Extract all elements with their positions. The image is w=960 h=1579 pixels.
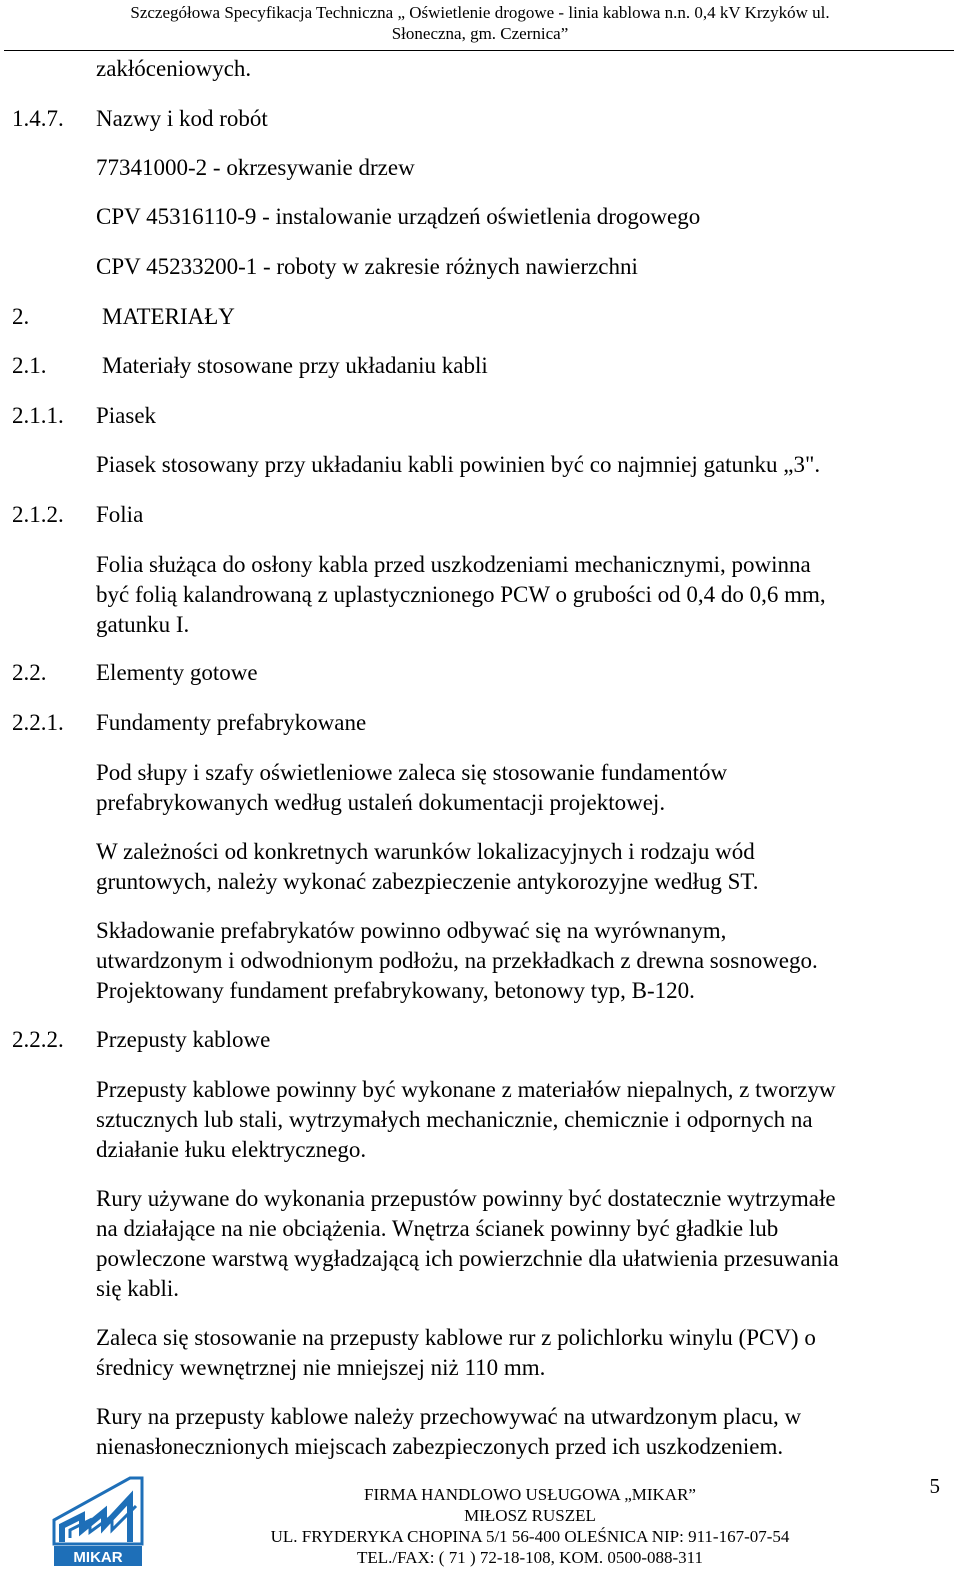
code-line-1: 77341000-2 - okrzesywanie drzew: [96, 155, 415, 180]
text-line: Zaleca się stosowanie na przepusty kablowe rur z polichlorku winylu (PCV) o: [96, 1325, 816, 1350]
section-title-2-2-1: Fundamenty prefabrykowane: [96, 710, 367, 735]
text-line: średnicy wewnętrznej nie mniejszej niż 110 mm.: [96, 1355, 546, 1380]
paragraph-przepusty-2: [96, 1184, 936, 1304]
section-number-2: 2.: [12, 304, 30, 329]
header-line-1: Szczegółowa Specyfikacja Techniczna „ Oświetlenie drogowe - linia kablowa n.n. 0,4 kV Krzyków ul.: [130, 3, 830, 22]
section-number-1-4-7: 1.4.7.: [12, 106, 64, 131]
text-line: Składowanie prefabrykatów powinno odbywać się na wyrównanym,: [96, 918, 727, 943]
paragraph-fundamenty-1: [96, 758, 936, 818]
header-rule: [4, 50, 954, 51]
footer-company: FIRMA HANDLOWO USŁUGOWA „MIKAR”: [364, 1485, 696, 1504]
text-line: W zależności od konkretnych warunków lokalizacyjnych i rodzaju wód: [96, 839, 755, 864]
text-line: prefabrykowanych według ustaleń dokumentacji projektowej.: [96, 790, 666, 815]
paragraph-fundamenty-2: [96, 837, 936, 897]
page-footer: [200, 1484, 860, 1568]
code-line-2: CPV 45316110-9 - instalowanie urządzeń oświetlenia drogowego: [96, 204, 701, 229]
continued-text: zakłóceniowych.: [96, 56, 252, 81]
text-line: Pod słupy i szafy oświetleniowe zaleca się stosowanie fundamentów: [96, 760, 728, 785]
text-line: Projektowany fundament prefabrykowany, betonowy typ, B-120.: [96, 978, 695, 1003]
text-line: być folią kalandrowaną z uplastycznionego PCW o grubości od 0,4 do 0,6 mm,: [96, 582, 826, 607]
paragraph-przepusty-3: [96, 1323, 936, 1383]
section-number-2-2-2: 2.2.2.: [12, 1027, 64, 1052]
text-line: działanie łuku elektrycznego.: [96, 1137, 367, 1162]
footer-owner: MIŁOSZ RUSZEL: [464, 1506, 596, 1525]
paragraph-przepusty-4: [96, 1402, 936, 1462]
text-line: utwardzonym i odwodnionym podłożu, na przekładkach z drewna sosnowego.: [96, 948, 818, 973]
text-line: nienasłonecznionych miejscach zabezpieczonych przed ich uszkodzeniem.: [96, 1434, 784, 1459]
text-line: na działające na nie obciążenia. Wnętrza ścianek powinny być gładkie lub: [96, 1216, 779, 1241]
paragraph-folia: [96, 550, 936, 640]
section-number-2-1-2: 2.1.2.: [12, 502, 64, 527]
section-title-2-1: Materiały stosowane przy układaniu kabli: [102, 353, 488, 378]
text-line: Przepusty kablowe powinny być wykonane z materiałów niepalnych, z tworzyw: [96, 1077, 836, 1102]
section-number-2-1-1: 2.1.1.: [12, 403, 64, 428]
text-line: gatunku I.: [96, 612, 190, 637]
text-line: powleczone warstwą wygładzającą ich powierzchnie dla ułatwienia przesuwania: [96, 1246, 839, 1271]
section-title-2-2: Elementy gotowe: [96, 660, 258, 685]
paragraph-przepusty-1: [96, 1075, 936, 1165]
paragraph-fundamenty-3: [96, 916, 936, 1006]
logo-stripes: [62, 1498, 130, 1542]
text-line: sztucznych lub stali, wytrzymałych mechanicznie, chemicznie i odpornych na: [96, 1107, 813, 1132]
mikar-logo: [52, 1476, 176, 1568]
header-line-2: Słoneczna, gm. Czernica”: [391, 24, 569, 43]
page-header: [0, 0, 960, 52]
section-number-2-2: 2.2.: [12, 660, 47, 685]
logo-text: MIKAR: [73, 1549, 123, 1566]
text-line: gruntowych, należy wykonać zabezpieczenie antykorozyjne według ST.: [96, 869, 759, 894]
section-number-2-2-1: 2.2.1.: [12, 710, 64, 735]
footer-address: UL. FRYDERYKA CHOPINA 5/1 56-400 OLEŚNICA NIP: 911-167-07-54: [270, 1527, 790, 1546]
text-line: Folia służąca do osłony kabla przed uszkodzeniami mechanicznymi, powinna: [96, 552, 811, 577]
section-title-1-4-7: Nazwy i kod robót: [96, 106, 268, 131]
section-title-2-1-1: Piasek: [96, 403, 157, 428]
section-title-2-2-2: Przepusty kablowe: [96, 1027, 271, 1052]
section-title-2-1-2: Folia: [96, 502, 144, 527]
text-line: Rury na przepusty kablowe należy przechowywać na utwardzonym placu, w: [96, 1404, 802, 1429]
section-title-2: MATERIAŁY: [102, 304, 235, 329]
section-number-2-1: 2.1.: [12, 353, 47, 378]
code-line-3: CPV 45233200-1 - roboty w zakresie różnych nawierzchni: [96, 254, 638, 279]
page-number: 5: [929, 1474, 940, 1498]
paragraph-piasek: Piasek stosowany przy układaniu kabli powinien być co najmniej gatunku „3".: [96, 452, 821, 477]
text-line: Rury używane do wykonania przepustów powinny być dostatecznie wytrzymałe: [96, 1186, 836, 1211]
footer-phone: TEL./FAX: ( 71 ) 72-18-108, KOM. 0500-088-311: [356, 1548, 704, 1567]
text-line: się kabli.: [96, 1276, 180, 1301]
